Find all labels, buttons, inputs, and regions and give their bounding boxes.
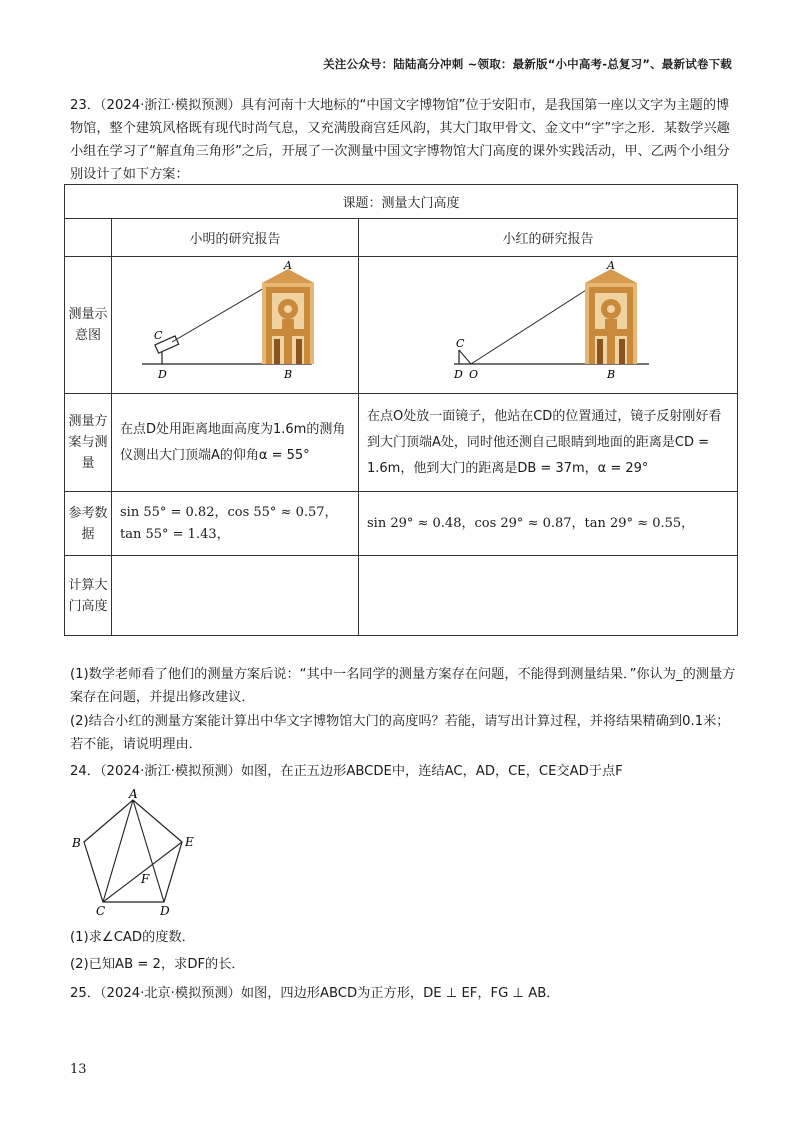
- question-23-sub1: (1)数学老师看了他们的测量方案后说：“其中一名同学的测量方案存在问题，不能得到测量结果．”你认为_的测量方案存在问题，并提出修改建议．: [70, 667, 736, 705]
- question-23-source: （2024·浙江·模拟预测）: [99, 98, 241, 113]
- label-hong-D: D: [454, 368, 463, 381]
- pentagon-figure: [70, 788, 210, 918]
- col-header-ming: 小明的研究报告: [112, 219, 359, 257]
- question-24-sub2: (2)已知AB = 2，求DF的长．: [70, 957, 245, 972]
- label-ming-D: D: [158, 368, 167, 381]
- question-25-number: 25．: [70, 986, 100, 1001]
- question-23-stem: [70, 94, 738, 186]
- pentagon-label-F: F: [141, 872, 150, 886]
- hong-method: 在点O处放一面镜子，他站在CD的位置通过，镜子反射刚好看到大门顶端A处，同时他还测自己眼睛到地面的距离是CD = 1.6m，他到大门的距离是DB = 37m，α = 29°: [359, 394, 738, 492]
- pentagon-label-A: A: [129, 788, 138, 801]
- page-number: 13: [70, 1062, 87, 1077]
- col-header-hong: 小红的研究报告: [359, 219, 738, 257]
- question-24-source: （2024·浙江·模拟预测）: [99, 764, 241, 779]
- hong-diagram-cell: [359, 257, 738, 394]
- question-24-sub1: (1)求∠CAD的度数．: [70, 930, 195, 945]
- table-title: 课题：测量大门高度: [65, 185, 738, 219]
- ming-diagram: [112, 257, 358, 389]
- label-ming-C: C: [154, 329, 163, 342]
- ming-diagram-cell: [112, 257, 359, 394]
- label-hong-C: C: [456, 337, 465, 350]
- ming-ref-line-1: sin 55° = 0.82，cos 55° ≈ 0.57，: [120, 504, 338, 520]
- question-24-body: 如图，在正五边形ABCDE中，连结AC，AD，CE，CE交AD于点F: [240, 764, 623, 779]
- ming-ref-cell: [112, 492, 359, 556]
- label-hong-O: O: [469, 368, 479, 381]
- page-header: 关注公众号：陆陆高分冲刺 ~领取：最新版“小中高考-总复习”、最新试卷下载: [323, 57, 732, 71]
- pentagon-label-B: B: [72, 836, 81, 850]
- ming-ref-line-2: tan 55° = 1.43，: [120, 526, 230, 542]
- report-table: [64, 184, 738, 636]
- label-ming-A: A: [284, 259, 292, 272]
- label-hong-A: A: [607, 259, 615, 272]
- question-23-sub2: (2)结合小红的测量方案能计算出中华文字博物馆大门的高度吗？若能，请写出计算过程，并将结果精确到0.1米；若不能，请说明理由．: [70, 714, 730, 752]
- museum-gate-image: [262, 269, 314, 364]
- label-ming-B: B: [284, 368, 293, 381]
- label-hong-B: B: [607, 368, 616, 381]
- row-header-calc: 计算大门高度: [65, 556, 112, 636]
- row-header-diagram: 测量示意图: [65, 257, 112, 394]
- hong-calc-cell: [359, 556, 738, 636]
- museum-gate-image-2: [585, 269, 637, 364]
- pentagon-label-C: C: [96, 904, 106, 918]
- question-24-stem: [70, 760, 738, 783]
- question-23-number: 23．: [70, 98, 100, 113]
- question-24-number: 24．: [70, 764, 100, 779]
- question-25-body: 如图，四边形ABCD为正方形，DE ⊥ EF，FG ⊥ AB．: [240, 986, 560, 1001]
- question-23-body: 具有河南十大地标的“中国文字博物馆”位于安阳市，是我国第一座以文字为主题的博物馆，整个建筑风格既有现代时尚气息，又充满殷商宫廷风韵，其大门取甲骨文、金文中“字”字之形．某数学兴趣小组在学习了“解直角三角形”之后，开展了一次测量中国文字博物馆大门高度的课外实践活动，甲、乙两个小组分别设计了如下方案：: [70, 98, 730, 182]
- row-header-method: 测量方案与测量: [65, 394, 112, 492]
- hong-diagram: [359, 257, 737, 389]
- ming-calc-cell: [112, 556, 359, 636]
- hong-ref: sin 29° ≈ 0.48，cos 29° ≈ 0.87，tan 29° ≈ 0.55，: [359, 492, 738, 556]
- pentagon-label-E: E: [185, 835, 194, 849]
- pentagon-label-D: D: [160, 904, 170, 918]
- question-25-source: （2024·北京·模拟预测）: [99, 986, 241, 1001]
- question-25-stem: [70, 982, 738, 1005]
- table-corner: [65, 219, 112, 257]
- row-header-ref: 参考数据: [65, 492, 112, 556]
- ming-method: 在点D处用距离地面高度为1.6m的测角仪测出大门顶端A的仰角α = 55°: [112, 394, 359, 492]
